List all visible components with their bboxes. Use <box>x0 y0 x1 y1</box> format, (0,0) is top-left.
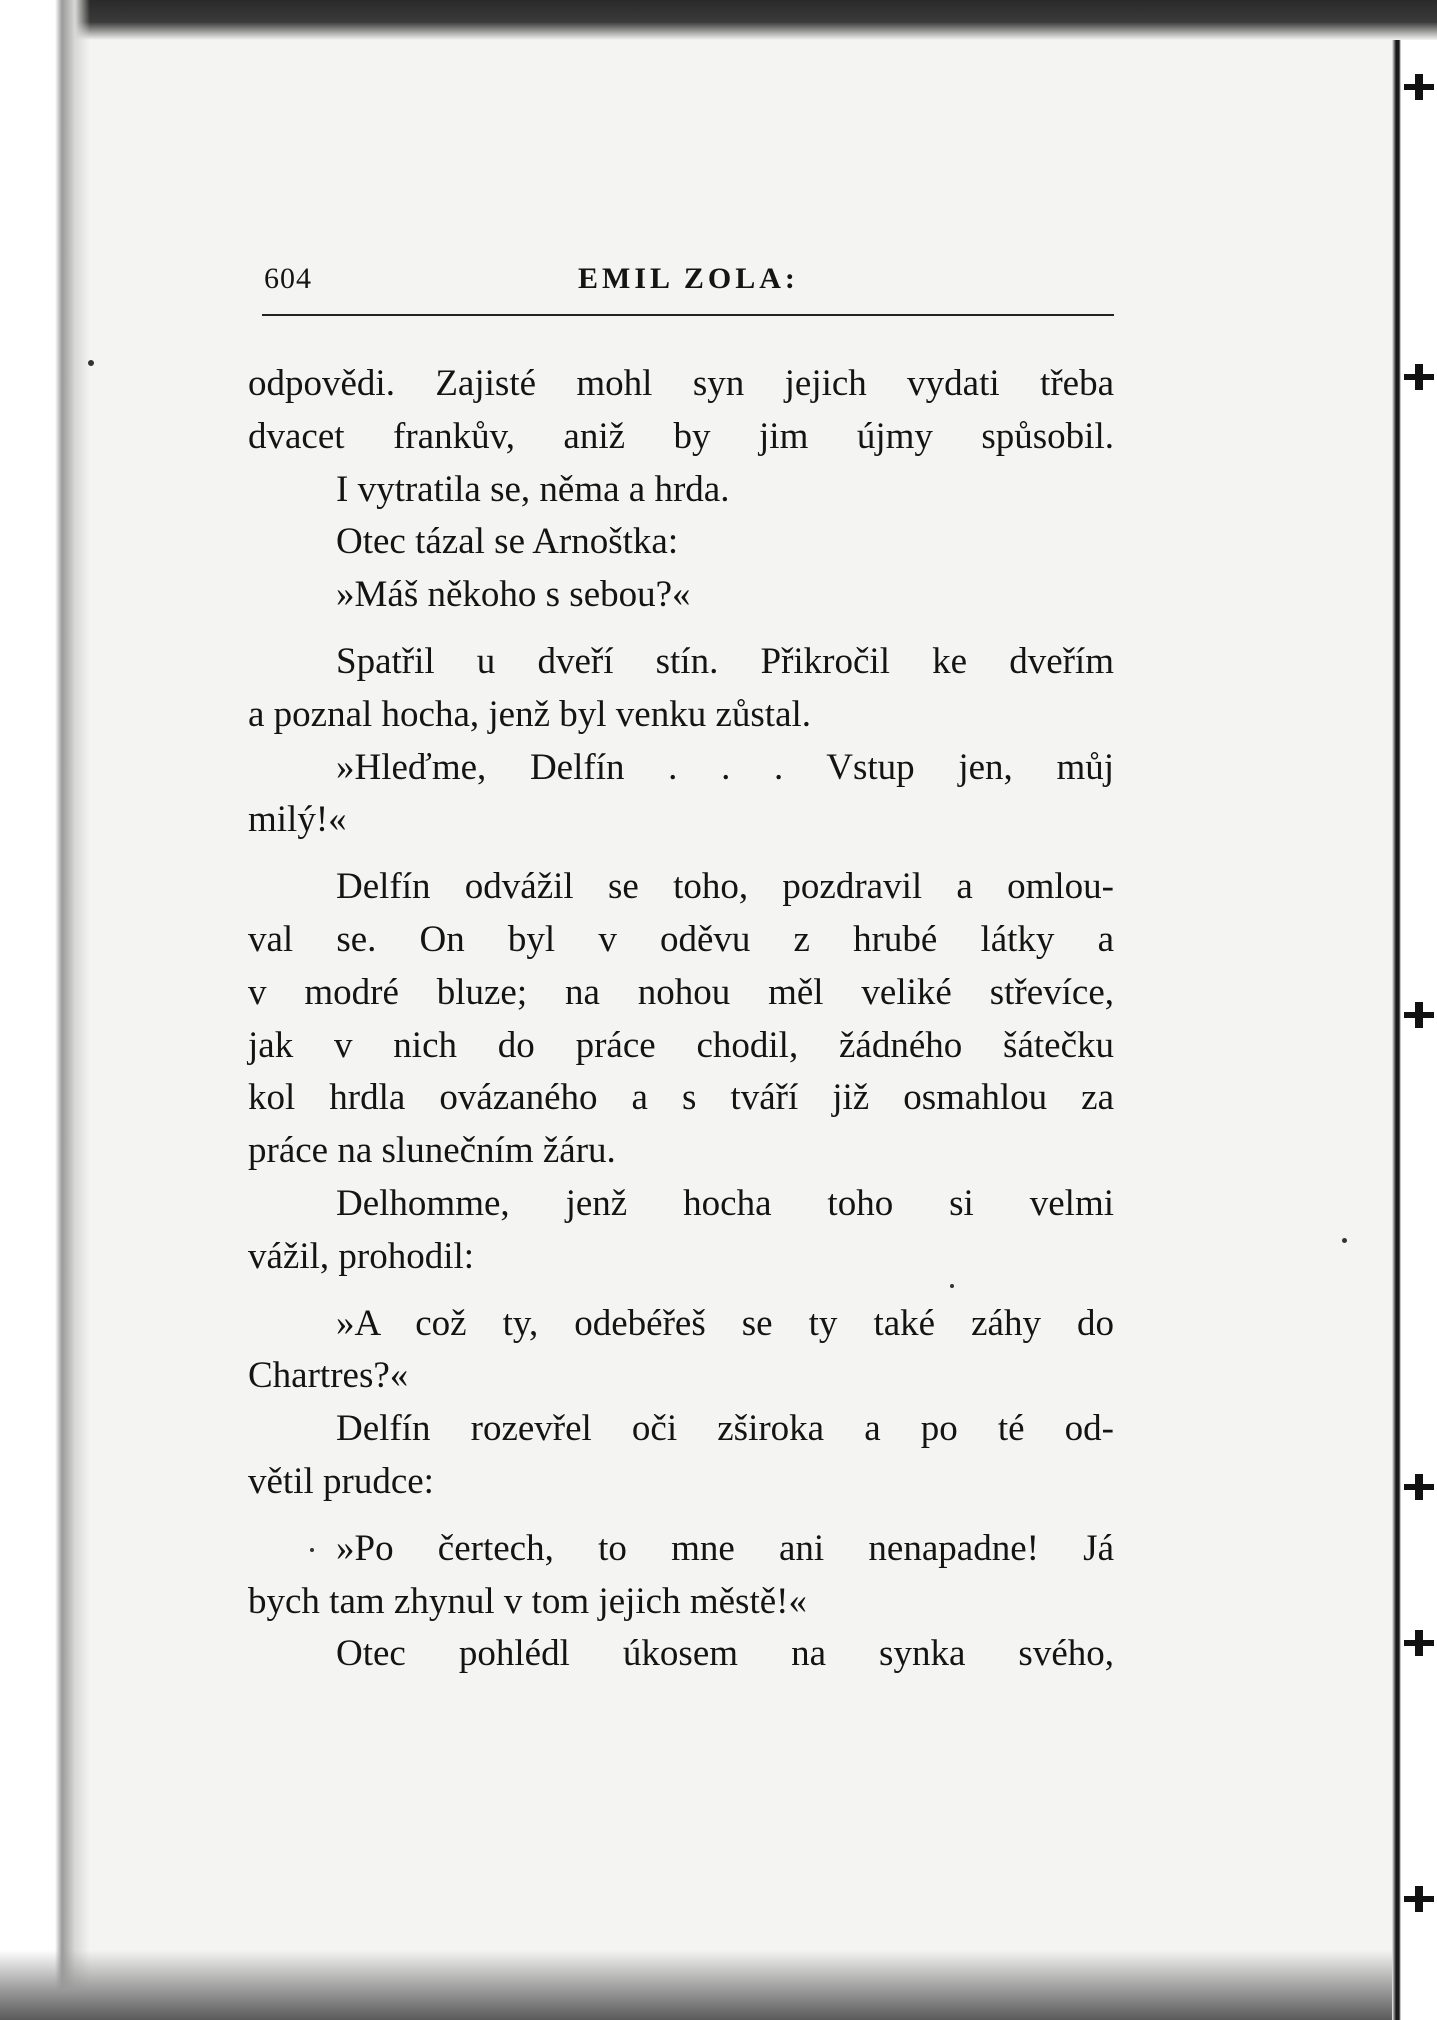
header-rule <box>262 314 1114 316</box>
text-line: kol hrdla ovázaného a s tváří již osmahlou za <box>248 1077 1114 1119</box>
scan-edge-top <box>60 0 1437 40</box>
text-line: »Po čertech, to mne ani nenapadne! Já <box>336 1527 1114 1569</box>
text-line: »Máš někoho s sebou?« <box>336 574 691 616</box>
page-number: 604 <box>264 262 312 295</box>
text-line: Chartres?« <box>248 1355 409 1397</box>
running-title: EMIL ZOLA: <box>578 262 799 295</box>
text-line: Delfín rozevřel oči zširoka a po té od- <box>336 1408 1114 1450</box>
text-line: milý!« <box>248 799 347 841</box>
binding-mark <box>1404 1484 1434 1490</box>
body-text <box>248 358 1114 1681</box>
text-line: Delhomme, jenž hocha toho si velmi <box>336 1182 1114 1224</box>
text-line: val se. On byl v oděvu z hrubé látky a <box>248 918 1114 960</box>
text-line: větil prudce: <box>248 1460 434 1502</box>
binding-mark <box>1404 1640 1434 1646</box>
text-line: bych tam zhynul v tom jejich městě!« <box>248 1580 807 1622</box>
text-line: a poznal hocha, jenž byl venku zůstal. <box>248 693 812 735</box>
book-binding <box>1392 40 1437 2020</box>
page-header <box>248 250 1114 310</box>
text-line: I vytratila se, něma a hrda. <box>336 468 730 510</box>
text-line: dvacet frankův, aniž by jim újmy spůsobil. <box>248 415 1114 457</box>
text-line: Delfín odvážil se toho, pozdravil a omlou- <box>336 866 1114 908</box>
text-line: práce na slunečním žáru. <box>248 1130 616 1172</box>
binding-mark <box>1404 84 1434 90</box>
binding-mark <box>1404 1896 1434 1902</box>
scan-speck <box>88 360 94 366</box>
text-line: Otec pohlédl úkosem na synka svého, <box>336 1633 1114 1675</box>
binding-mark <box>1404 1012 1434 1018</box>
text-line: v modré bluze; na nohou měl veliké střevíce, <box>248 971 1114 1013</box>
binding-mark <box>1404 374 1434 380</box>
text-line: odpovědi. Zajisté mohl syn jejich vydati třeba <box>248 363 1114 404</box>
text-line: »A což ty, odebéřeš se ty také záhy do <box>336 1302 1114 1344</box>
scan-speck <box>1342 1238 1347 1243</box>
text-line: Otec tázal se Arnoštka: <box>336 521 679 563</box>
book-page <box>248 250 1114 1675</box>
text-line: vážil, prohodil: <box>248 1235 475 1277</box>
text-line: Spatřil u dveří stín. Přikročil ke dveřím <box>336 640 1114 682</box>
scan-edge-left <box>0 0 90 2020</box>
text-line: »Hleďme, Delfín . . . Vstup jen, můj <box>336 746 1114 788</box>
scan-edge-bottom <box>0 1950 1437 2020</box>
text-line: jak v nich do práce chodil, žádného šátečku <box>248 1024 1114 1066</box>
